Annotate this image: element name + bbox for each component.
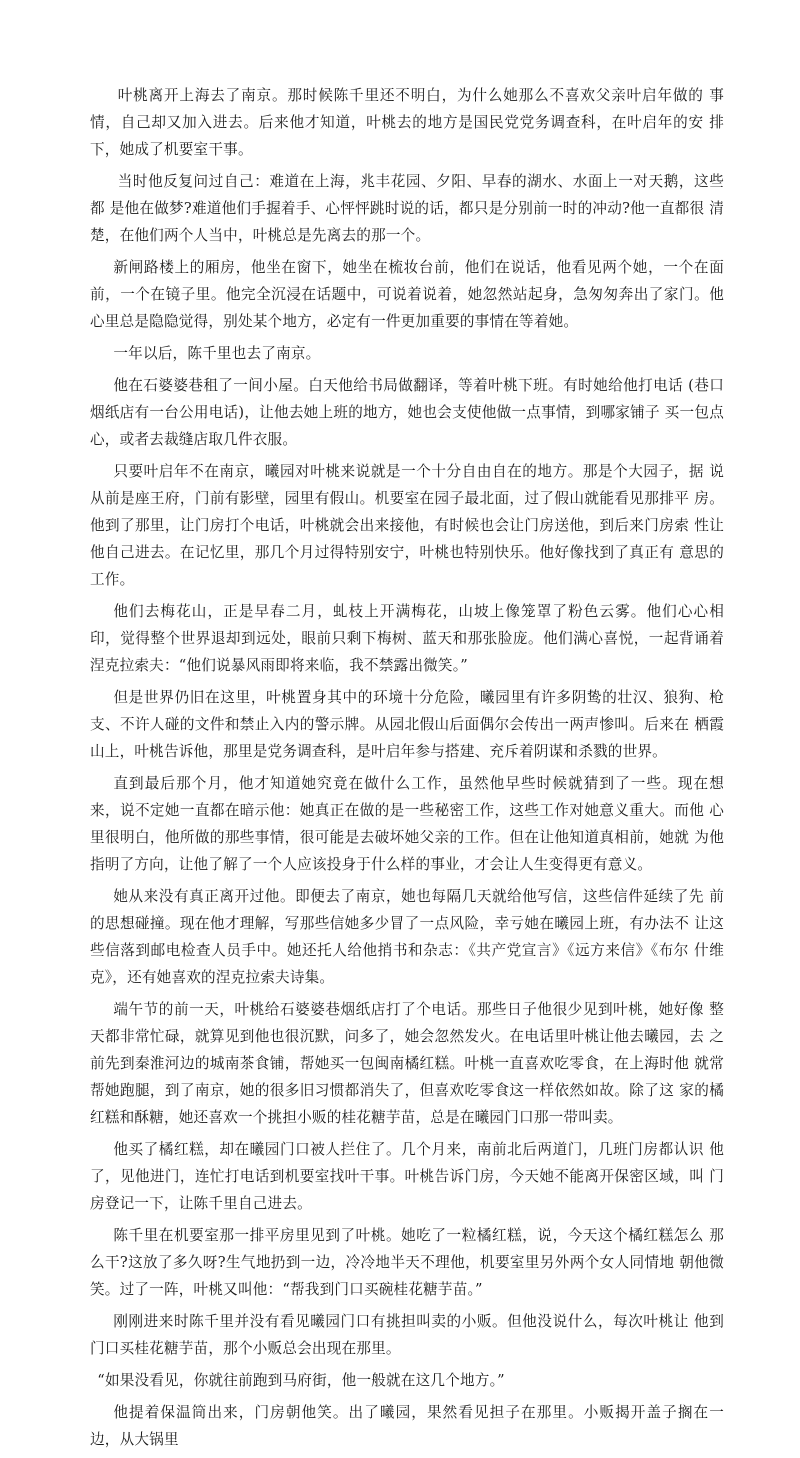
paragraph-16: 他提着保温筒出来，门房朝他笑。出了曦园，果然看见担子在那里。小贩揭开盖子搁在一 边，从大锅里 xyxy=(90,1404,724,1448)
paragraph-8: 但是世界仍旧在这里，叶桃置身其中的环境十分危险，曦园里有许多阴鸷的壮汉、狼狗、枪 支、不许人碰的文件和禁止入内的警示牌。从园北假山后面偶尔会传出一两声惨叫。后来在 栖霞山上，叶桃告诉他，那里是党务调查科，是叶启年参与搭建、充斥着阴谋和杀戮的世界。 xyxy=(90,689,724,760)
paragraph-12: 他买了橘红糕，却在曦园门口被人拦住了。几个月来，南前北后两道门，几班门房都认识 他了，见他进门，连忙打电话到机要室找叶干事。叶桃告诉门房，今天她不能离开保密区域，叫 门房登记一下，让陈千里自己进去。 xyxy=(90,1141,724,1212)
paragraph-14: 刚刚进来时陈千里并没有看见曦园门口有挑担叫卖的小贩。但他没说什么，每次叶桃让 他到门口买桂花糖芋苗，那个小贩总会出现在那里。 xyxy=(90,1313,724,1357)
paragraph-13: 陈千里在机要室那一排平房里见到了叶桃。她吃了一粒橘红糕，说，今天这个橘红糕怎么 那么干?这放了多久呀?生气地扔到一边，冷冷地半天不理他，机要室里另外两个女人同情地 朝他微笑。过了一阵，叶桃又叫他：“帮我到门口买碗桂花糖芋苗。” xyxy=(90,1227,724,1298)
paragraph-10: 她从来没有真正离开过他。即便去了南京，她也每隔几天就给他写信，这些信件延续了先 前的思想碰撞。现在他才理解，写那些信她多少冒了一点风险，幸亏她在曦园上班，有办法不 让这些信落到邮电检查人员手中。她还托人给他捎书和杂志：《共产党宣言》《远方来信》《布尔 什维克》，还有她喜欢的涅克拉索夫诗集。 xyxy=(90,888,724,986)
paragraph-1: 叶桃离开上海去了南京。那时候陈千里还不明白，为什么她那么不喜欢父亲叶启年做的 事情，自己却又加入进去。后来他才知道，叶桃去的地方是国民党党务调查科，在叶启年的安 排下，她成了机要室干事。 xyxy=(90,87,724,158)
paragraph-7: 他们去梅花山，正是早春二月，虬枝上开满梅花，山坡上像笼罩了粉色云雾。他们心心相 印，觉得整个世界退却到远处，眼前只剩下梅树、蓝天和那张脸庞。他们满心喜悦，一起背诵着 涅克拉索夫：“他们说暴风雨即将来临，我不禁露出微笑。” xyxy=(90,603,724,674)
paragraph-6: 只要叶启年不在南京，曦园对叶桃来说就是一个十分自由自在的地方。那是个大园子，据 说从前是座王府，门前有影壁，园里有假山。机要室在园子最北面，过了假山就能看见那排平 房。他到了那里，让门房打个电话，叶桃就会出来接他，有时候也会让门房送他，到后来门房索 性让他自己进去。在记忆里，那几个月过得特别安宁，叶桃也特别快乐。他好像找到了真正有 意思的工作。 xyxy=(90,463,724,588)
paragraph-5: 他在石婆婆巷租了一间小屋。白天他给书局做翻译，等着叶桃下班。有时她给他打电话 (巷口烟纸店有一台公用电话)，让他去她上班的地方，她也会支使他做一点事情，到哪家铺子 买一包点心，或者去裁缝店取几件衣服。 xyxy=(90,377,724,448)
paragraph-11: 端午节的前一天，叶桃给石婆婆巷烟纸店打了个电话。那些日子他很少见到叶桃，她好像 整天都非常忙碌，就算见到他也很沉默，问多了，她会忽然发火。在电话里叶桃让他去曦园，去 之前先到秦淮河边的城南茶食铺，帮她买一包闽南橘红糕。叶桃一直喜欢吃零食，在上海时他 就常帮她跑腿，到了南京，她的很多旧习惯都消失了，但喜欢吃零食这一样依然如故。除了这 家的橘红糕和酥糖，她还喜欢一个挑担小贩的桂花糖芋苗，总是在曦园门口那一带叫卖。 xyxy=(90,1001,724,1126)
paragraph-15: “如果没看见，你就往前跑到马府街，他一般就在这几个地方。” xyxy=(97,1372,505,1389)
paragraph-4: 一年以后，陈千里也去了南京。 xyxy=(113,345,321,362)
document-page xyxy=(90,82,724,1458)
paragraph-2: 当时他反复问过自己：难道在上海，兆丰花园、夕阳、早春的湖水、水面上一对天鹅，这些都 是他在做梦?难道他们手握着手、心怦怦跳时说的话，都只是分别前一时的冲动?他一直都很 清楚，在他们两个人当中，叶桃总是先离去的那一个。 xyxy=(90,173,724,244)
paragraph-3: 新闸路楼上的厢房，他坐在窗下，她坐在梳妆台前，他们在说话，他看见两个她，一个在面 前，一个在镜子里。他完全沉浸在话题中，可说着说着，她忽然站起身，急匆匆奔出了家门。他 心里总是隐隐觉得，别处某个地方，必定有一件更加重要的事情在等着她。 xyxy=(90,259,724,330)
paragraph-9: 直到最后那个月，他才知道她究竟在做什么工作，虽然他早些时候就猜到了一些。现在想 来，说不定她一直都在暗示他：她真正在做的是一些秘密工作，这些工作对她意义重大。而他 心里很明白，他所做的那些事情，很可能是去破坏她父亲的工作。但在让他知道真相前，她就 为他指明了方向，让他了解了一个人应该投身于什么样的事业，才会让人生变得更有意义。 xyxy=(90,775,724,873)
